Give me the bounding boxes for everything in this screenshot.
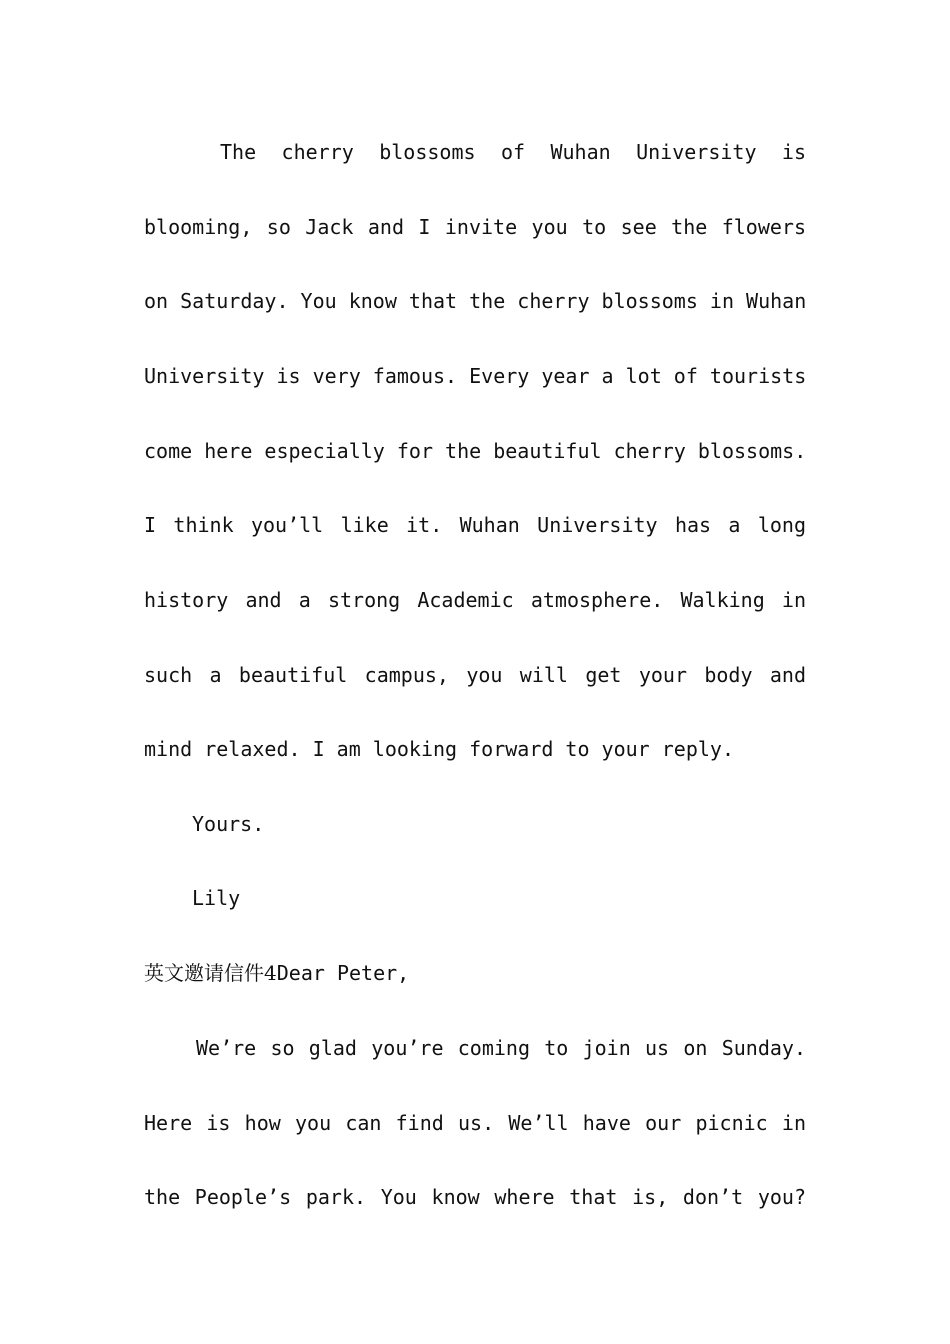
letter3-line-2: blooming, so Jack and I invite you to see the flowers: [144, 215, 806, 239]
letter3-line-8: such a beautiful campus, you will get your body and: [144, 663, 806, 687]
letter3-line-3: on Saturday. You know that the cherry blossoms in Wuhan: [144, 289, 806, 313]
letter3-line-7: history and a strong Academic atmosphere. Walking in: [144, 588, 806, 612]
letter4-heading: 英文邀请信件4: [144, 961, 277, 985]
letter4-salutation: Dear Peter,: [276, 961, 410, 985]
letter4-line-3: the People’s park. You know where that is, don’t you?: [144, 1185, 806, 1209]
letter4-line-1: We’re so glad you’re coming to join us on Sunday.: [196, 1036, 806, 1060]
letter-signature: Lily: [192, 886, 241, 910]
letter-closing: Yours.: [192, 812, 265, 836]
letter3-line-5: come here especially for the beautiful cherry blossoms.: [144, 439, 806, 463]
letter3-line-1: The cherry blossoms of Wuhan University is: [220, 140, 806, 164]
letter4-line-2: Here is how you can find us. We’ll have our picnic in: [144, 1111, 806, 1135]
letter3-line-6: I think you’ll like it. Wuhan University has a long: [144, 513, 806, 537]
letter3-line-4: University is very famous. Every year a lot of tourists: [144, 364, 806, 388]
letter3-line-9: mind relaxed. I am looking forward to your reply.: [144, 737, 735, 761]
letter4-heading-line: [144, 958, 806, 988]
